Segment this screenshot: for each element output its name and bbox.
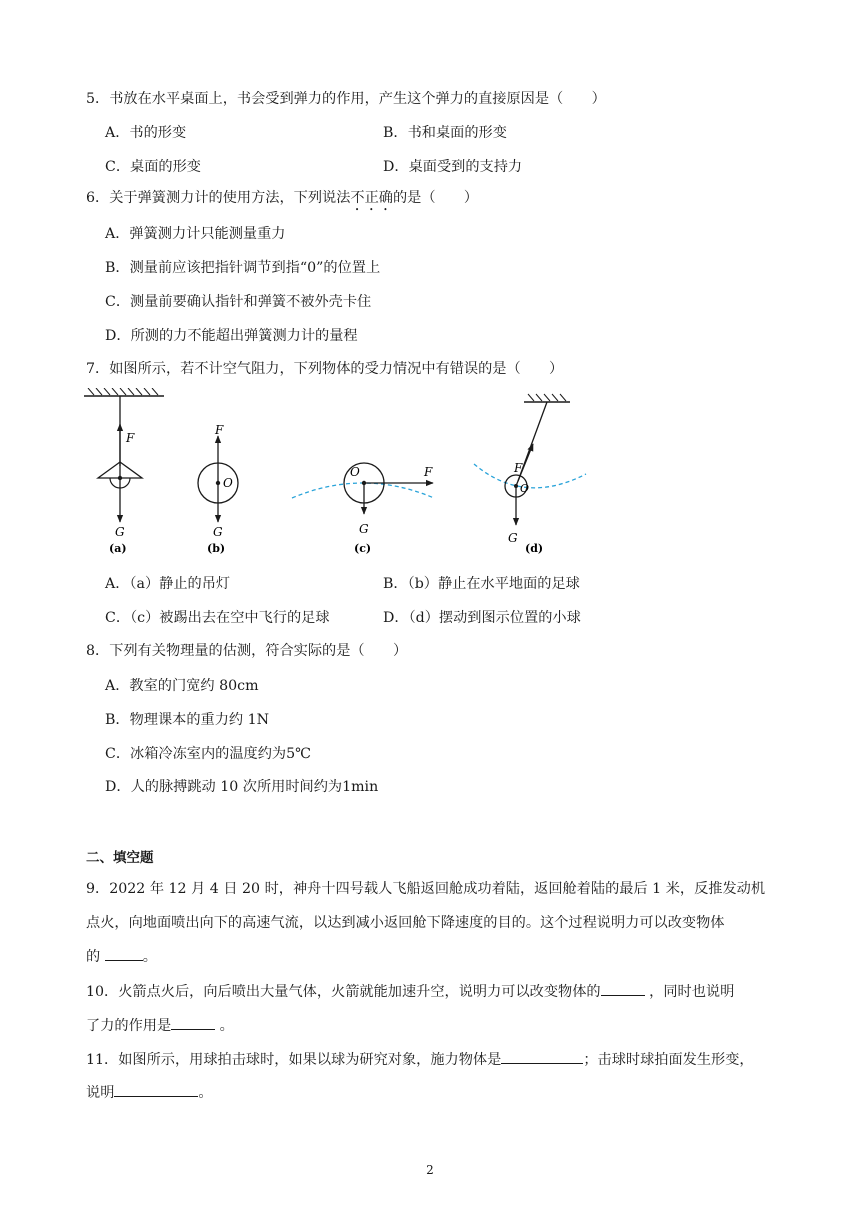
section-heading-fill-in: 二、填空题 xyxy=(86,850,154,866)
q7-option-d: D．（d）摆动到图示位置的小球 xyxy=(383,610,581,626)
diagram-d-caption: (d) xyxy=(525,542,544,555)
diagram-a-label-g: G xyxy=(115,525,125,539)
question-8-stem: 8．下列有关物理量的估测，符合实际的是（ ） xyxy=(86,643,408,659)
q5-option-d: D．桌面受到的支持力 xyxy=(383,159,523,175)
q7-option-c: C．（c）被踢出去在空中飞行的足球 xyxy=(105,610,330,626)
question-9-line-1: 9．2022 年 12 月 4 日 20 时，神舟十四号载人飞船返回舱成功着陆，返回舱着陆的最后 1 米，反推发动机 xyxy=(86,881,766,897)
q6-stem-post: 的是（ ） xyxy=(392,190,479,206)
q6-option-b: B．测量前应该把指针调节到指“0”的位置上 xyxy=(105,260,381,276)
q8-option-d: D．人的脉搏跳动 10 次所用时间约为1min xyxy=(105,779,379,795)
q8-option-b: B．物理课本的重力约 1N xyxy=(105,712,270,728)
q10-text-pre: 10．火箭点火后，向后喷出大量气体，火箭就能加速升空，说明力可以改变物体的 xyxy=(86,984,601,1000)
q6-stem-emphasis: 不正确 xyxy=(350,190,393,206)
q11-text-pre-2: 说明 xyxy=(86,1085,115,1101)
diagram-c-flying-ball xyxy=(292,463,434,555)
diagram-c-caption: (c) xyxy=(354,542,372,555)
q11-text-pre: 11．如图所示，用球拍击球时，如果以球为研究对象，施力物体是 xyxy=(86,1052,502,1068)
diagram-a-label-f: F xyxy=(126,431,135,445)
diagram-c-label-f: F xyxy=(424,465,433,479)
q8-option-c: C．冰箱冷冻室内的温度约为5℃ xyxy=(105,746,312,762)
q6-option-c: C．测量前要确认指针和弹簧不被外壳卡住 xyxy=(105,294,372,310)
diagram-a-hanging-lamp xyxy=(84,388,164,555)
page-number: 2 xyxy=(426,1163,434,1177)
diagram-d-label-o: O xyxy=(520,482,530,495)
question-10-line-1 xyxy=(86,981,734,1002)
diagram-b-caption: (b) xyxy=(207,542,226,555)
question-10-line-2 xyxy=(86,1015,234,1036)
question-11-line-2 xyxy=(86,1082,213,1103)
q7-force-diagram xyxy=(80,388,600,560)
diagram-c-label-o: O xyxy=(350,465,360,479)
q10-text-post-2: 。 xyxy=(215,1018,234,1034)
q5-option-a: A．书的形变 xyxy=(105,125,187,141)
question-5-stem: 5．书放在水平桌面上，书会受到弹力的作用，产生这个弹力的直接原因是（ ） xyxy=(86,91,606,107)
diagram-c-label-g: G xyxy=(359,522,369,536)
q5-option-c: C．桌面的形变 xyxy=(105,159,201,175)
q11-text-post-2: 。 xyxy=(198,1085,213,1101)
diagram-b-label-f: F xyxy=(215,423,224,437)
q8-option-a: A．教室的门宽约 80cm xyxy=(105,678,259,694)
diagram-a-caption: (a) xyxy=(109,542,127,555)
question-9-line-2: 点火，向地面喷出向下的高速气流，以达到减小返回舱下降速度的目的。这个过程说明力可以改变物体 xyxy=(86,915,725,931)
q9-text-post: 。 xyxy=(142,949,157,965)
q9-answer-blank[interactable] xyxy=(105,946,143,961)
diagram-b-label-o: O xyxy=(223,476,233,490)
q11-answer-blank-1[interactable] xyxy=(501,1049,583,1064)
q7-option-a: A．（a）静止的吊灯 xyxy=(105,576,231,592)
q10-answer-blank-1[interactable] xyxy=(601,981,645,996)
q11-text-post: ；击球时球拍面发生形变， xyxy=(583,1052,754,1068)
q6-stem-pre: 6．关于弹簧测力计的使用方法，下列说法 xyxy=(86,190,351,206)
diagram-d-label-g: G xyxy=(508,531,518,545)
q6-option-d: D．所测的力不能超出弹簧测力计的量程 xyxy=(105,328,358,344)
question-6-stem xyxy=(86,188,478,214)
question-11-line-1 xyxy=(86,1049,754,1070)
diagram-b-label-g: G xyxy=(213,525,223,539)
q11-answer-blank-2[interactable] xyxy=(114,1082,198,1097)
q10-text-pre-2: 了力的作用是 xyxy=(86,1018,172,1034)
q7-option-b: B．（b）静止在水平地面的足球 xyxy=(383,576,580,592)
diagram-d-label-f: F xyxy=(514,461,523,475)
q10-text-post: ，同时也说明 xyxy=(644,984,735,1000)
diagram-b-ball-on-ground xyxy=(198,423,238,555)
q6-option-a: A．弹簧测力计只能测量重力 xyxy=(105,226,286,242)
q9-text-pre: 的 xyxy=(86,949,105,965)
question-7-stem: 7．如图所示，若不计空气阻力，下列物体的受力情况中有错误的是（ ） xyxy=(86,361,564,377)
diagram-d-pendulum xyxy=(474,394,586,555)
question-9-line-3 xyxy=(86,946,157,967)
q10-answer-blank-2[interactable] xyxy=(171,1015,215,1030)
q5-option-b: B．书和桌面的形变 xyxy=(383,125,507,141)
